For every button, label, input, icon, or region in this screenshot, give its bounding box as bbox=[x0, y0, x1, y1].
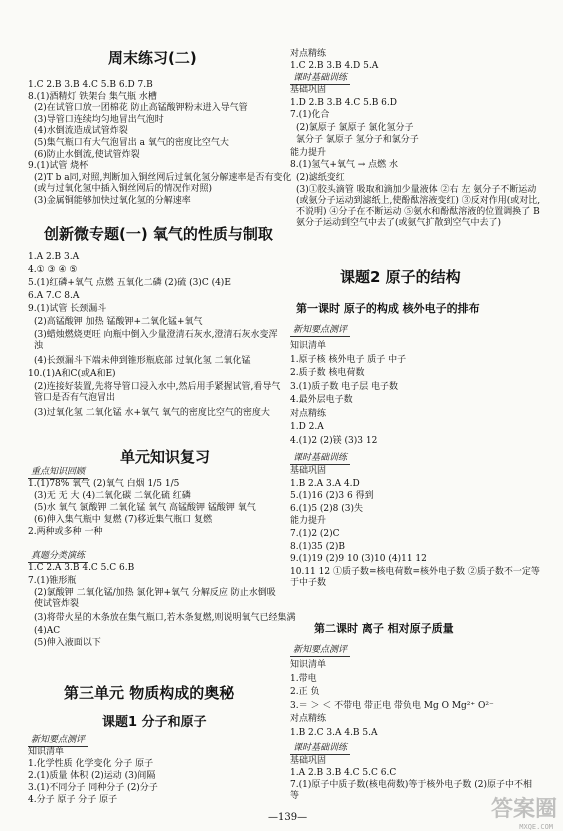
lesson-line: 1.化学性质 化学变化 分子 原子 bbox=[28, 759, 154, 769]
weekend-line: 8.(1)酒精灯 铁架台 集气瓶 水槽 bbox=[28, 91, 157, 102]
review2-line: (4)AC bbox=[34, 625, 61, 636]
review-line: 1.(1)78% 氧气 (2)氧气 白烟 1/5 1/5 bbox=[28, 479, 180, 489]
p2b-line: 7.(1)原子中质子数(核电荷数)等于核外电子数 (2)原子中不相等 bbox=[290, 780, 532, 801]
lesson-line: 2.(1)质量 体积 (2)运动 (3)间隔 bbox=[28, 771, 156, 781]
special-line: 4.① ③ ④ ⑤ bbox=[28, 265, 78, 275]
p2b-line: 1.A 2.B 3.B 4.C 5.C 6.C bbox=[290, 768, 397, 778]
weekend-line: (4)水倒流造成试管炸裂 bbox=[34, 126, 128, 137]
lesson2-title: 课题2 原子的结构 bbox=[340, 268, 461, 286]
p2-line: 2.正 负 bbox=[290, 687, 320, 697]
weekend-line: 9.(1)试管 烧杯 bbox=[28, 161, 89, 172]
p1b-line: 5.(1)16 (2)3 6 得到 bbox=[290, 491, 374, 502]
unit-title: 第三单元 物质构成的奥秘 bbox=[64, 684, 235, 702]
lesson-title: 课题1 分子和原子 bbox=[102, 715, 207, 730]
review2-line: 1.C 2.A 3.B 4.C 5.C 6.B bbox=[28, 563, 135, 573]
special-line: (2)高锰酸钾 加热 锰酸钾+二氧化锰+氧气 bbox=[34, 317, 203, 327]
weekend-line: (2)在试管口放一团棉花 防止高锰酸钾粉末进入导气管 bbox=[34, 103, 248, 114]
basic-line: 能力提升 bbox=[290, 147, 327, 158]
p2-line: 1.带电 bbox=[290, 673, 317, 684]
right-tag-new-2: 新知要点测评 bbox=[290, 645, 350, 657]
page-number: —139— bbox=[268, 812, 308, 823]
p1b-line: 基础巩固 bbox=[290, 466, 327, 476]
p1-line: 1.D 2.A bbox=[290, 422, 324, 432]
p2b-line: 基础巩固 bbox=[290, 756, 327, 766]
weekend-line: (5)集气瓶口有大气泡冒出 a 氧气的密度比空气大 bbox=[34, 138, 229, 148]
basic-line: (2)滤纸变红 bbox=[296, 172, 345, 183]
basic-line: (3)①胶头滴管 吸取和滴加少量液体 ②右 左 氨分子不断运动(或氨分子运动到滤纸上,使酚酞溶液变红) ③反对作用(或对比,不说明) ④分子在不断运动 ⑤氨水和酚酞溶液的位置调换了 B 氨分子运动到空气中去了(或氨气扩散到空气中去了) bbox=[296, 185, 541, 228]
weekend-line: (6)防止水倒流,使试管炸裂 bbox=[34, 149, 140, 160]
p1-line: 对点精练 bbox=[290, 408, 327, 419]
review-line: (6)伸入集气瓶中 复燃 (7)移近集气瓶口 复燃 bbox=[34, 515, 213, 525]
review2-line: (3)将带火星的木条放在集气瓶口,若木条复燃,则说明氧气已经集满 bbox=[34, 613, 296, 623]
basic-line: 基础巩固 bbox=[290, 85, 327, 95]
review-tag-key-points: 重点知识回顾 bbox=[28, 467, 88, 479]
special-line: 5.(1)红磷+氧气 点燃 五氧化二磷 (2)硫 (3)C (4)E bbox=[28, 278, 231, 288]
special-line: (3)过氧化氢 二氧化锰 水+氧气 氧气的密度比空气的密度大 bbox=[34, 408, 270, 418]
p1-line: 4.最外层电子数 bbox=[290, 395, 353, 405]
p1-line: 知识清单 bbox=[290, 341, 327, 351]
basic-line: 8.(1)氢气+氧气 → 点燃 水 bbox=[290, 160, 399, 170]
p1b-line: 9.(1)19 (2)9 10 (3)10 (4)11 12 bbox=[290, 554, 427, 565]
review-tag-exam: 真题分类演练 bbox=[28, 551, 88, 563]
p1b-line: 8.(1)35 (2)B bbox=[290, 541, 346, 552]
special-line: 10.(1)A和C(或A和E) bbox=[28, 369, 116, 379]
weekend-line: (3)金属铜能够加快过氧化氢的分解速率 bbox=[34, 196, 191, 206]
right-tag-new: 新知要点测评 bbox=[290, 325, 350, 337]
special-line: (3)蜡烛燃烧更旺 向瓶中倒入少量澄清石灰水,澄清石灰水变浑浊 bbox=[34, 330, 278, 351]
weekend-title: 周末练习(二) bbox=[108, 49, 197, 67]
rtop-line: 对点精练 bbox=[290, 49, 327, 59]
p1b-line: 能力提升 bbox=[290, 516, 327, 527]
lesson-tag: 新知要点测评 bbox=[28, 735, 88, 747]
watermark-url: MXQE.COM bbox=[519, 823, 553, 831]
p1-line: 4.(1)2 (2)镁 (3)3 12 bbox=[290, 435, 378, 446]
p2-line: 知识清单 bbox=[290, 660, 327, 670]
p1-line: 1.原子核 核外电子 质子 中子 bbox=[290, 354, 407, 365]
p1-line: 2.质子数 核电荷数 bbox=[290, 368, 365, 378]
watermark-logo: 答案圈 bbox=[490, 797, 557, 822]
review2-line: (5)伸入液面以下 bbox=[34, 638, 101, 648]
special-line: 1.A 2.B 3.A bbox=[28, 252, 80, 262]
p1b-line: 10.11 12 ①质子数=核电荷数=核外电子数 ②质子数不一定等于中子数 bbox=[290, 566, 540, 588]
p1-line: 3.(1)质子数 电子层 电子数 bbox=[290, 381, 399, 392]
review2-line: 7.(1)锥形瓶 bbox=[28, 575, 77, 586]
p2-line: 1.B 2.C 3.A 4.B 5.A bbox=[290, 727, 378, 738]
weekend-line: (或与过氧化氢中插入铜丝网后的情况作对照) bbox=[34, 184, 213, 195]
review2-line: (2)氯酸钾 二氧化锰/加热 氯化钾+氧气 分解反应 防止水倒吸使试管炸裂 bbox=[34, 588, 276, 609]
right-tag-basic: 课时基础训练 bbox=[290, 73, 350, 85]
p1b-line: 1.B 2.A 3.A 4.D bbox=[290, 478, 360, 489]
special-line: (4)长颈漏斗下端未伸到锥形瓶底部 过氧化氢 二氧化锰 bbox=[34, 356, 251, 366]
basic-line: 氯分子 氯原子 氢分子和氯分子 bbox=[296, 135, 419, 145]
period1-title: 第一课时 原子的构成 核外电子的排布 bbox=[296, 302, 480, 315]
right-tag-practice-2: 课时基础训练 bbox=[290, 743, 350, 755]
weekend-line: (3)导管口连续均匀地冒出气泡时 bbox=[34, 114, 164, 125]
lesson-line: 4.分子 原子 分子 原子 bbox=[28, 795, 118, 805]
p1b-line: 6.(1)5 (2)8 (3)失 bbox=[290, 503, 364, 514]
special-line: 6.A 7.C 8.A bbox=[28, 291, 80, 301]
rtop-line: 1.C 2.B 3.B 4.D 5.A bbox=[290, 61, 379, 71]
p1b-line: 7.(1)2 (2)C bbox=[290, 529, 340, 539]
lesson-line: 知识清单 bbox=[28, 747, 65, 757]
review-title: 单元知识复习 bbox=[120, 448, 211, 466]
p2-line: 对点精练 bbox=[290, 714, 327, 724]
lesson-line: 3.(1)不同分子 同种分子 (2)分子 bbox=[28, 783, 158, 793]
review-line: (3)无 无 大 (4)二氧化碳 二氧化硫 红磷 bbox=[34, 491, 191, 501]
weekend-line: 1.C 2.B 3.B 4.C 5.B 6.D 7.B bbox=[28, 80, 153, 90]
right-tag-practice: 课时基础训练 bbox=[290, 453, 350, 465]
period2-title: 第二课时 离子 相对原子质量 bbox=[314, 622, 454, 635]
special-line: (2)连接好装置,先将导管口浸入水中,然后用手紧握试管,看导气管口是否有气泡冒出 bbox=[34, 382, 281, 403]
weekend-line: (2)T b a同,对照,判断加入铜丝网后过氧化氢分解速率是否有变化 bbox=[34, 172, 292, 183]
basic-line: 1.D 2.B 3.B 4.C 5.B 6.D bbox=[290, 97, 397, 108]
review-line: (5)水 氧气 氯酸钾 二氧化锰 氧气 高锰酸钾 锰酸钾 氧气 bbox=[34, 503, 256, 513]
basic-line: 7.(1)化合 bbox=[290, 110, 330, 120]
review-line: 2.两种或多种 一种 bbox=[28, 527, 103, 537]
special-line: 9.(1)试管 长颈漏斗 bbox=[28, 304, 107, 314]
p2-line: 3.＝ ＞ ＜ 不带电 带正电 带负电 Mg O Mg²⁺ O²⁻ bbox=[290, 700, 494, 711]
special-title: 创新微专题(一) 氧气的性质与制取 bbox=[44, 225, 273, 243]
basic-line: (2)氯原子 氯原子 氯化氢分子 bbox=[296, 122, 414, 133]
